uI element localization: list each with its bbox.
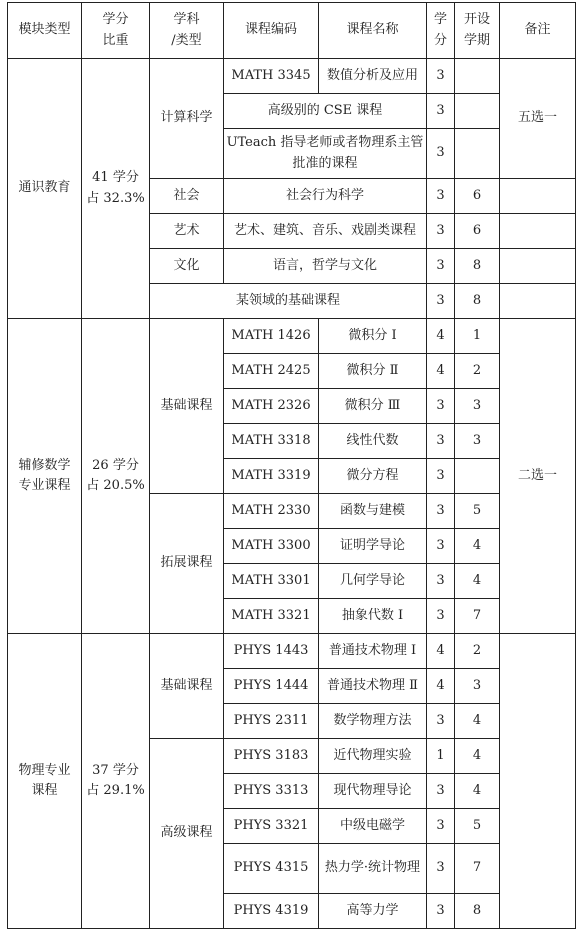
course-name: 现代物理导论	[319, 774, 427, 809]
course-name: 线性代数	[319, 424, 427, 459]
course-code: PHYS 2311	[224, 704, 319, 739]
course-code: MATH 3321	[224, 599, 319, 634]
header-semester-line1: 开设	[463, 12, 490, 28]
course-semester: 2	[455, 354, 500, 389]
course-semester: 4	[455, 704, 500, 739]
credits-general	[82, 59, 150, 319]
course-name: UTeach 指导老师或者物理系主管批准的课程	[224, 129, 427, 179]
credits-physics	[82, 634, 150, 929]
course-semester: 4	[455, 564, 500, 599]
course-semester: 6	[455, 179, 500, 214]
course-credit: 3	[427, 59, 455, 94]
credits-math-line1: 26 学分	[92, 457, 139, 473]
course-code: MATH 3345	[224, 59, 319, 94]
course-semester: 3	[455, 424, 500, 459]
course-name: 微积分 Ⅱ	[319, 354, 427, 389]
course-semester: 4	[455, 739, 500, 774]
type-arts: 艺术	[150, 214, 224, 249]
course-name: 函数与建模	[319, 494, 427, 529]
course-code: PHYS 3183	[224, 739, 319, 774]
course-name: 中级电磁学	[319, 809, 427, 844]
course-credit: 3	[427, 389, 455, 424]
credits-math	[82, 319, 150, 634]
course-credit: 3	[427, 249, 455, 284]
course-code: MATH 2425	[224, 354, 319, 389]
remark-physics	[500, 634, 576, 929]
course-name: 微分方程	[319, 459, 427, 494]
table-row	[8, 634, 576, 669]
header-credit-line2: 分	[433, 32, 447, 48]
header-course-name: 课程名称	[319, 3, 427, 59]
course-name: 证明学导论	[319, 529, 427, 564]
course-credit: 4	[427, 354, 455, 389]
type-computing: 计算科学	[150, 59, 224, 179]
type-society: 社会	[150, 179, 224, 214]
course-credit: 3	[427, 129, 455, 179]
course-semester	[455, 129, 500, 179]
course-semester: 7	[455, 844, 500, 894]
course-code: MATH 3318	[224, 424, 319, 459]
credits-math-line2: 占 20.5%	[86, 478, 145, 493]
course-semester: 3	[455, 669, 500, 704]
course-name: 高等力学	[319, 894, 427, 929]
remark-general: 五选一	[500, 59, 576, 179]
course-credit: 4	[427, 634, 455, 669]
course-credit: 3	[427, 179, 455, 214]
course-semester: 2	[455, 634, 500, 669]
remark-cell	[500, 214, 576, 249]
remark-cell	[500, 179, 576, 214]
curriculum-table	[7, 2, 576, 929]
header-course-code: 课程编码	[224, 3, 319, 59]
credits-physics-line1: 37 学分	[92, 762, 139, 778]
course-code: PHYS 1444	[224, 669, 319, 704]
course-semester: 8	[455, 249, 500, 284]
type-math-ext: 拓展课程	[150, 494, 224, 634]
header-credit-line1: 学	[433, 12, 447, 28]
course-name: 语言，哲学与文化	[224, 249, 427, 284]
course-name: 某领域的基础课程	[150, 284, 427, 319]
header-semester	[455, 3, 500, 59]
remark-cell	[500, 284, 576, 319]
table-row	[8, 59, 576, 94]
course-credit: 3	[427, 424, 455, 459]
header-credit	[427, 3, 455, 59]
header-discipline-line1: 学科	[173, 12, 200, 28]
module-math-line1: 辅修数学	[18, 457, 71, 473]
type-culture: 文化	[150, 249, 224, 284]
course-name: 社会行为科学	[224, 179, 427, 214]
module-math-line2: 专业课程	[18, 478, 71, 493]
course-semester: 8	[455, 284, 500, 319]
course-semester: 6	[455, 214, 500, 249]
course-credit: 3	[427, 284, 455, 319]
course-credit: 4	[427, 669, 455, 704]
course-credit: 3	[427, 459, 455, 494]
course-semester	[455, 94, 500, 129]
course-credit: 3	[427, 564, 455, 599]
course-code: MATH 1426	[224, 319, 319, 354]
header-credit-ratio-line2: 比重	[102, 32, 129, 48]
course-semester: 5	[455, 494, 500, 529]
course-name: 艺术、建筑、音乐、戏剧类课程	[224, 214, 427, 249]
course-code: MATH 2326	[224, 389, 319, 424]
course-name: 近代物理实验	[319, 739, 427, 774]
course-name: 热力学·统计物理	[319, 844, 427, 894]
course-credit: 3	[427, 94, 455, 129]
header-remarks: 备注	[500, 3, 576, 59]
course-name: 几何学导论	[319, 564, 427, 599]
course-name: 高级别的 CSE 课程	[224, 94, 427, 129]
course-name: 抽象代数 I	[319, 599, 427, 634]
course-credit: 3	[427, 704, 455, 739]
header-discipline-line2: /类型	[171, 32, 202, 48]
credits-general-line2: 占 32.3%	[86, 190, 145, 206]
module-physics	[8, 634, 82, 929]
header-row	[8, 3, 576, 59]
course-credit: 3	[427, 844, 455, 894]
header-credit-ratio-line1: 学分	[102, 12, 129, 28]
course-credit: 3	[427, 529, 455, 564]
credits-physics-line2: 占 29.1%	[86, 783, 145, 798]
course-name: 普通技术物理 Ⅰ	[319, 634, 427, 669]
course-credit: 3	[427, 774, 455, 809]
course-semester: 8	[455, 894, 500, 929]
course-semester: 7	[455, 599, 500, 634]
course-credit: 3	[427, 494, 455, 529]
module-math	[8, 319, 82, 634]
course-semester	[455, 59, 500, 94]
course-name: 微积分 Ⅲ	[319, 389, 427, 424]
course-credit: 4	[427, 319, 455, 354]
type-math-basic: 基础课程	[150, 319, 224, 494]
course-code: PHYS 4315	[224, 844, 319, 894]
course-name: 普通技术物理 Ⅱ	[319, 669, 427, 704]
course-code: PHYS 1443	[224, 634, 319, 669]
header-discipline	[150, 3, 224, 59]
course-credit: 3	[427, 809, 455, 844]
course-credit: 3	[427, 894, 455, 929]
module-physics-line2: 课程	[31, 783, 58, 798]
course-code: MATH 2330	[224, 494, 319, 529]
header-module-type: 模块类型	[8, 3, 82, 59]
course-semester: 5	[455, 809, 500, 844]
remark-math: 二选一	[500, 319, 576, 634]
course-credit: 3	[427, 214, 455, 249]
course-code: MATH 3300	[224, 529, 319, 564]
remark-cell	[500, 249, 576, 284]
course-code: PHYS 3313	[224, 774, 319, 809]
course-code: PHYS 3321	[224, 809, 319, 844]
header-semester-line2: 学期	[463, 32, 490, 48]
course-credit: 1	[427, 739, 455, 774]
course-name: 数学物理方法	[319, 704, 427, 739]
course-code: MATH 3301	[224, 564, 319, 599]
course-semester: 3	[455, 389, 500, 424]
table-row	[8, 319, 576, 354]
type-physics-basic: 基础课程	[150, 634, 224, 739]
course-code: MATH 3319	[224, 459, 319, 494]
course-name: 微积分 Ⅰ	[319, 319, 427, 354]
header-credit-ratio	[82, 3, 150, 59]
course-semester: 4	[455, 529, 500, 564]
course-semester: 4	[455, 774, 500, 809]
module-physics-line1: 物理专业	[18, 762, 71, 778]
credits-general-line1: 41 学分	[92, 170, 139, 186]
type-physics-adv: 高级课程	[150, 739, 224, 929]
course-code: PHYS 4319	[224, 894, 319, 929]
course-credit: 3	[427, 599, 455, 634]
course-semester: 1	[455, 319, 500, 354]
module-general: 通识教育	[8, 59, 82, 319]
course-name: 数值分析及应用	[319, 59, 427, 94]
course-semester	[455, 459, 500, 494]
